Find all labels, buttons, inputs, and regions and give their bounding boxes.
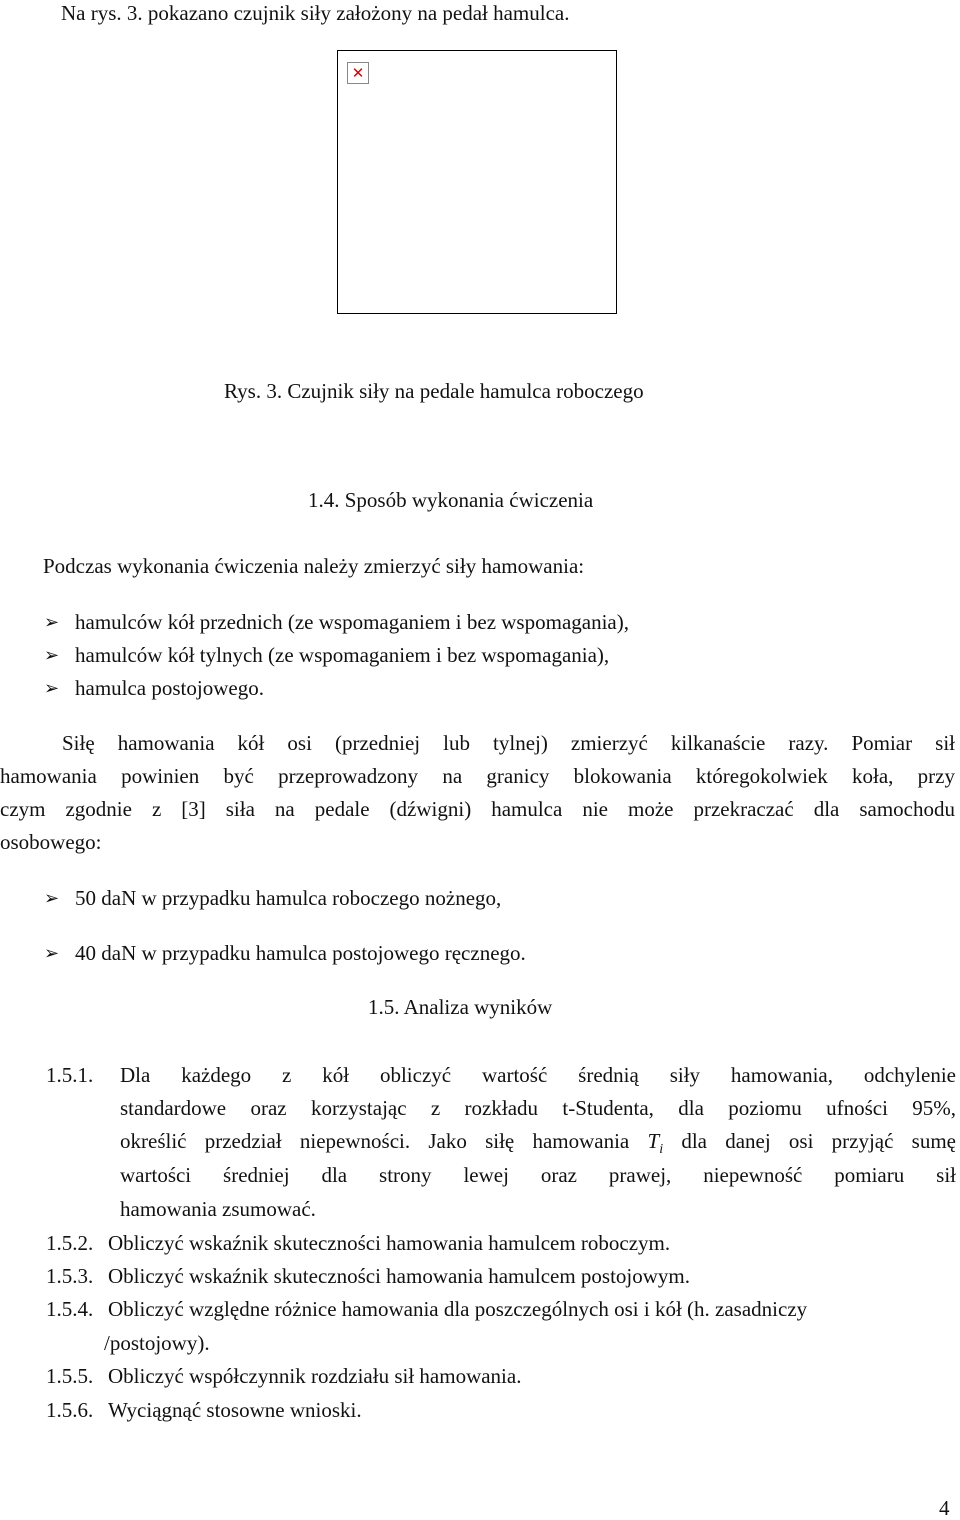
item-line: standardowe oraz korzystając z rozkładu t-Studenta, dla poziomu ufności 95%, — [120, 1096, 956, 1120]
item-text: Obliczyć względne różnice hamowania dla poszczególnych osi i kół (h. zasadniczy — [108, 1297, 808, 1321]
item-number: 1.5.4. — [46, 1297, 94, 1321]
paragraph-line: czym zgodnie z [3] siła na pedale (dźwigni) hamulca nie może przekraczać dla samochodu — [0, 797, 955, 821]
bullet-arrow-icon: ➢ — [44, 943, 60, 964]
intro-text: Na rys. 3. pokazano czujnik siły założony na pedał hamulca. — [61, 1, 570, 25]
item-line: wartości średniej dla strony lewej oraz prawej, niepewność pomiaru sił — [120, 1163, 956, 1187]
bullet-arrow-icon: ➢ — [44, 612, 60, 633]
item-number: 1.5.2. — [46, 1231, 94, 1255]
list-item: hamulca postojowego. — [75, 676, 264, 700]
bullet-arrow-icon: ➢ — [44, 678, 60, 699]
force-symbol: $T_i$ — [647, 1129, 664, 1158]
figure-caption: Rys. 3. Czujnik siły na pedale hamulca roboczego — [224, 379, 644, 403]
section-title-1-5: 1.5. Analiza wyników — [368, 995, 553, 1019]
item-text: Wyciągnąć stosowne wnioski. — [108, 1398, 362, 1422]
item-line-part: dla danej osi przyjąć sumę — [681, 1129, 957, 1153]
item-line: hamowania zsumować. — [120, 1197, 316, 1221]
item-line: Dla każdego z kół obliczyć wartość średnią siły hamowania, odchylenie — [120, 1063, 956, 1087]
item-line — [120, 1131, 956, 1157]
bullet-arrow-icon: ➢ — [44, 888, 60, 909]
page-number: 4 — [939, 1496, 950, 1520]
item-number: 1.5.5. — [46, 1364, 94, 1388]
item-line-part: określić przedział niepewności. Jako siłę hamowania — [120, 1129, 630, 1153]
list-item: hamulców kół tylnych (ze wspomaganiem i bez wspomagania), — [75, 643, 610, 667]
list-item: 40 daN w przypadku hamulca postojowego ręcznego. — [75, 941, 526, 965]
list-item: hamulców kół przednich (ze wspomaganiem i bez wspomagania), — [75, 610, 629, 634]
item-text-continuation: /postojowy). — [104, 1331, 210, 1355]
item-text: Obliczyć wskaźnik skuteczności hamowania hamulcem postojowym. — [108, 1264, 691, 1288]
paragraph-line: Siłę hamowania kół osi (przedniej lub tylnej) zmierzyć kilkanaście razy. Pomiar sił — [62, 731, 955, 755]
item-number: 1.5.3. — [46, 1264, 94, 1288]
item-number: 1.5.6. — [46, 1398, 94, 1422]
section-lead: Podczas wykonania ćwiczenia należy zmierzyć siły hamowania: — [43, 554, 585, 578]
paragraph-line: hamowania powinien być przeprowadzony na granicy blokowania któregokolwiek koła, przy — [0, 764, 955, 788]
item-text: Obliczyć wskaźnik skuteczności hamowania hamulcem roboczym. — [108, 1231, 671, 1255]
item-number: 1.5.1. — [46, 1063, 94, 1087]
paragraph-line: osobowego: — [0, 830, 102, 854]
figure-frame — [337, 50, 617, 314]
list-item: 50 daN w przypadku hamulca roboczego nożnego, — [75, 886, 502, 910]
section-title-1-4: 1.4. Sposób wykonania ćwiczenia — [308, 488, 594, 512]
broken-image-icon: ✕ — [347, 62, 369, 84]
item-text: Obliczyć współczynnik rozdziału sił hamowania. — [108, 1364, 522, 1388]
bullet-arrow-icon: ➢ — [44, 645, 60, 666]
